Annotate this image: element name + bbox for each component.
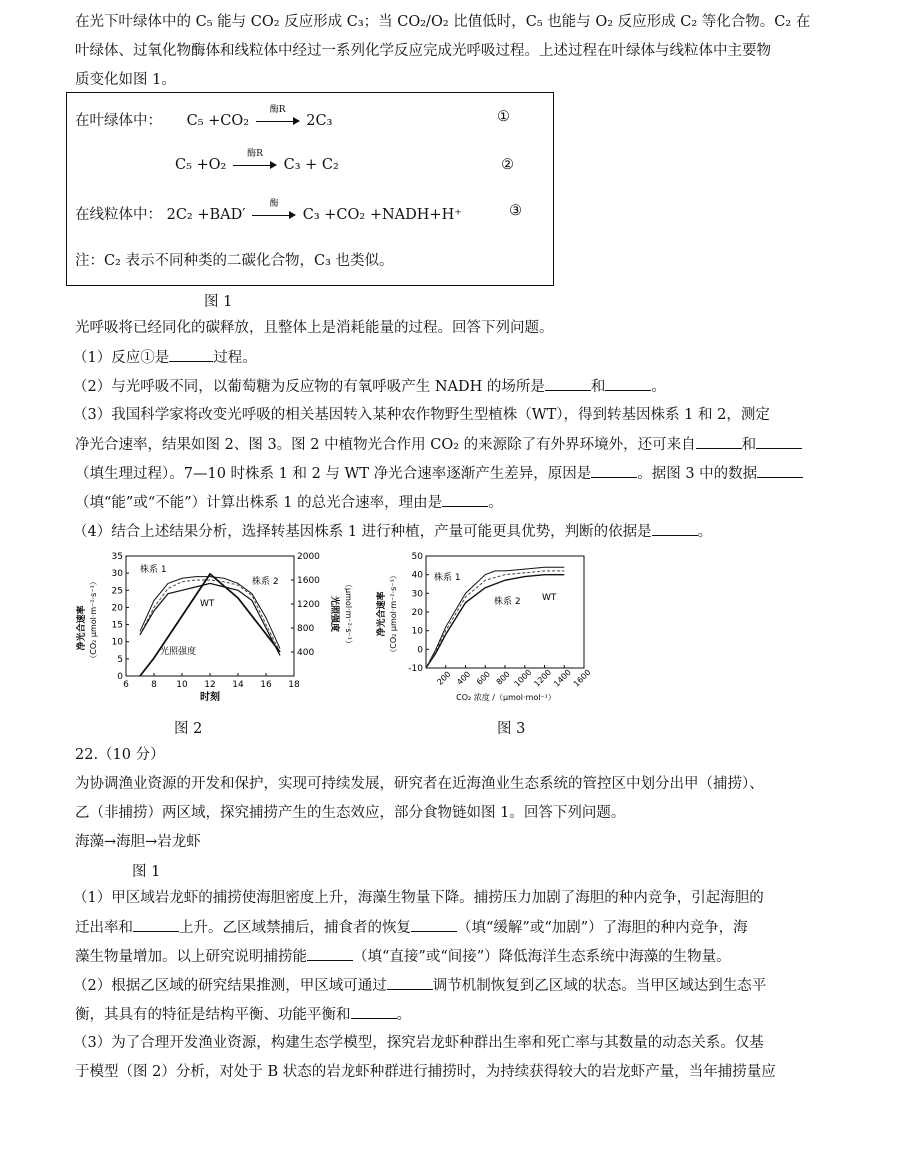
reaction-3-number: ③ bbox=[509, 203, 522, 219]
fig3-y-tick-label: 40 bbox=[411, 570, 423, 581]
fig2-x-tick-label: 14 bbox=[232, 680, 244, 690]
fig2-y-tick-label: 30 bbox=[111, 569, 123, 580]
q2 bbox=[73, 376, 666, 397]
q22-p2-blank-1[interactable] bbox=[387, 975, 433, 990]
q22-p2-text-2a: 衡，其具有的特征是结构平衡、功能平衡和 bbox=[75, 1007, 351, 1023]
q1-text-b: 过程。 bbox=[213, 350, 257, 366]
reaction-3-arrow bbox=[252, 199, 296, 222]
fig2-y-right-tick-label: 800 bbox=[297, 624, 315, 634]
reaction-3-reactants: 2C₂ +BAD′ bbox=[166, 207, 246, 223]
fig3-x-tick-label: 600 bbox=[474, 669, 493, 687]
reaction-2-number: ② bbox=[501, 157, 514, 173]
fig3-x-tick-label: 200 bbox=[435, 669, 453, 687]
q22-p1-blank-3[interactable] bbox=[307, 946, 353, 961]
q4-text-a: （4）结合上述结果分析，选择转基因株系 1 进行种植，产量可能更具优势，判断的依据是 bbox=[73, 524, 652, 540]
fig3-x-tick-label: 1000 bbox=[512, 667, 534, 689]
q22-p2-blank-2[interactable] bbox=[351, 1004, 397, 1019]
q22-p1-text-2b: 上升。乙区域禁捕后，捕食者的恢复 bbox=[179, 920, 411, 936]
fig3-y-tick-label: 30 bbox=[411, 589, 423, 600]
q22-p2-line-1 bbox=[73, 975, 766, 996]
figure-1-caption: 图 1 bbox=[204, 294, 233, 310]
fig2-label-line1: 株系 1 bbox=[140, 565, 167, 575]
q3-text-3b: 。据图 3 中的数据 bbox=[637, 466, 758, 482]
fig2-y-tick-label: 35 bbox=[111, 552, 123, 562]
q22-p1-blank-2[interactable] bbox=[411, 917, 457, 932]
fig2-x-tick-label: 6 bbox=[123, 680, 129, 690]
fig2-y-tick-label: 0 bbox=[117, 672, 123, 682]
fig2-label-light: 光照强度 bbox=[160, 647, 197, 657]
q3-text-4a: （填“能”或“不能”）计算出株系 1 的总光合速率，理由是 bbox=[75, 495, 443, 511]
q3-blank-4[interactable] bbox=[757, 463, 803, 478]
q2-blank-2[interactable] bbox=[605, 376, 651, 391]
q22-p2-text-1b: 调节机制恢复到乙区域的状态。当甲区域达到生态平 bbox=[432, 978, 767, 994]
q3-line-1: （3）我国科学家将改变光呼吸的相关基因转入某种农作物野生型植株（WT），得到转基因株系 1 和 2，测定 bbox=[73, 407, 770, 423]
reaction-1-prefix: 在叶绿体中： bbox=[75, 113, 162, 129]
fig2-ylabel-left: 净光合速率 bbox=[77, 605, 87, 651]
q22-line-1: 为协调渔业资源的开发和保护，实现可持续发展，研究者在近海渔业生态系统的管控区中划分出甲（捕捞）、 bbox=[75, 776, 764, 792]
q22-p1-line-2 bbox=[75, 917, 748, 938]
reaction-3-products: C₃ +CO₂ +NADH+H⁺ bbox=[302, 207, 462, 223]
q3-text-4b: 。 bbox=[488, 495, 503, 511]
fig2-label-line2: 株系 2 bbox=[252, 577, 279, 587]
fig2-y-tick-label: 5 bbox=[117, 654, 123, 665]
fig2-ylabel-left-unit: （CO₂ μmol·m⁻²·s⁻¹） bbox=[89, 577, 98, 663]
reaction-1-arrow bbox=[256, 105, 300, 128]
fig2-ylabel-right-unit: （μmol·m⁻²·s⁻¹） bbox=[344, 580, 353, 648]
q1 bbox=[73, 347, 257, 368]
intro-line-3: 质变化如图 1。 bbox=[75, 72, 176, 88]
fig3-y-tick-label: -10 bbox=[408, 664, 423, 674]
fig2-y-right-tick-label: 1600 bbox=[297, 576, 320, 586]
fig2-x-tick-label: 10 bbox=[176, 680, 188, 690]
fig3-series-line-3 bbox=[426, 571, 564, 668]
fig3-xlabel: CO₂ 浓度 /（μmol·mol⁻¹） bbox=[456, 693, 556, 702]
fig2-series-line-3 bbox=[140, 583, 280, 655]
q22-figure-1-caption: 图 1 bbox=[132, 864, 161, 880]
fig2-y-tick-label: 20 bbox=[111, 603, 123, 614]
q3-line-4 bbox=[75, 492, 503, 513]
q4-text-b: 。 bbox=[697, 524, 713, 540]
fig3-y-tick-label: 20 bbox=[411, 608, 423, 618]
intro-line-2: 叶绿体、过氧化物酶体和线粒体中经过一系列化学反应完成光呼吸过程。上述过程在叶绿体与线粒体中主要物 bbox=[75, 43, 771, 59]
figure-1-box bbox=[66, 92, 554, 286]
fig3-x-tick-label: 1200 bbox=[532, 667, 554, 689]
fig2-x-tick-label: 8 bbox=[151, 680, 157, 690]
q3-text-3a: （填生理过程）。7—10 时株系 1 和 2 与 WT 净光合速率逐渐产生差异，原因是 bbox=[75, 466, 592, 482]
fig2-xlabel: 时刻 bbox=[200, 692, 220, 703]
reaction-1-reactants: C₅ +CO₂ bbox=[186, 113, 250, 129]
q3-text-2a: 净光合速率，结果如图 2、图 3。图 2 中植物光合作用 CO₂ 的来源除了有外界环境外，还可来自 bbox=[75, 437, 696, 453]
q22-p3-line-2: 于模型（图 2）分析，对处于 B 状态的岩龙虾种群进行捕捞时，为持续获得较大的岩龙虾产量，当年捕捞量应 bbox=[75, 1064, 776, 1080]
reaction-1-number: ① bbox=[497, 109, 510, 125]
fig3-x-tick-label: 800 bbox=[494, 669, 512, 687]
fig2-series-line-4 bbox=[140, 574, 280, 676]
q2-text-c: 。 bbox=[651, 379, 666, 395]
q22-p1-line-3 bbox=[75, 946, 731, 967]
figure-1-note: 注：C₂ 表示不同种类的二碳化合物，C₃ 也类似。 bbox=[75, 253, 394, 269]
q2-blank-1[interactable] bbox=[545, 376, 591, 391]
q22-p3-line-1: （3）为了合理开发渔业资源，构建生态学模型，探究岩龙虾种群出生率和死亡率与其数量的动态关系。仅基 bbox=[73, 1035, 764, 1051]
q1-text-a: （1）反应①是 bbox=[73, 350, 170, 366]
fig2-y-right-tick-label: 400 bbox=[297, 648, 315, 658]
q22-p2-text-1a: （2）根据乙区域的研究结果推测，甲区域可通过 bbox=[73, 978, 387, 994]
fig2-x-tick-label: 16 bbox=[260, 680, 272, 690]
figure-3-chart bbox=[370, 548, 600, 708]
q4-blank[interactable] bbox=[652, 521, 698, 536]
q3-blank-2[interactable] bbox=[756, 434, 802, 449]
q1-blank[interactable] bbox=[169, 347, 213, 362]
fig2-label-wt: WT bbox=[200, 599, 215, 609]
fig3-y-tick-label: 50 bbox=[411, 552, 423, 562]
q2-text-b: 和 bbox=[590, 379, 606, 395]
fig3-series-line-2 bbox=[426, 575, 564, 668]
fig3-x-tick-label: 1600 bbox=[571, 667, 593, 689]
fig2-series-line-2 bbox=[140, 580, 280, 652]
q4 bbox=[73, 521, 712, 542]
fig3-label-line1: 株系 1 bbox=[434, 573, 461, 583]
figure-2-chart bbox=[70, 548, 360, 708]
fig2-y-tick-label: 25 bbox=[111, 586, 123, 597]
fig3-ylabel: 净光合速率 bbox=[377, 591, 387, 637]
reaction-1-products: 2C₃ bbox=[306, 113, 333, 129]
reaction-3-enzyme: 酶 bbox=[269, 199, 279, 209]
fig2-y-tick-label: 15 bbox=[111, 620, 123, 631]
q22-p1-text-2c: （填“缓解”或“加剧”）了海胆的种内竞争，海 bbox=[457, 920, 748, 936]
q22-p2-text-2b: 。 bbox=[396, 1007, 411, 1023]
q3-blank-3[interactable] bbox=[591, 463, 637, 478]
q2-text-a: （2）与光呼吸不同，以葡萄糖为反应物的有氧呼吸产生 NADH 的场所是 bbox=[73, 379, 545, 395]
reaction-1 bbox=[75, 105, 333, 130]
fig3-y-tick-label: 0 bbox=[417, 645, 423, 656]
fig2-y-right-tick-label: 1200 bbox=[297, 600, 320, 610]
fig2-x-tick-label: 12 bbox=[204, 680, 216, 690]
q22-p1-text-3a: 藻生物量增加。以上研究说明捕捞能 bbox=[75, 949, 307, 965]
q-lead: 光呼吸将已经同化的碳释放，且整体上是消耗能量的过程。回答下列问题。 bbox=[75, 320, 554, 336]
q3-line-3 bbox=[75, 463, 803, 484]
reaction-2-enzyme: 酶R bbox=[247, 149, 263, 159]
fig3-x-tick-label: 1400 bbox=[552, 667, 573, 689]
reaction-2-reactants: C₅ +O₂ bbox=[175, 157, 227, 173]
fig2-series-line-1 bbox=[140, 577, 280, 649]
q22-food-chain: 海藻→海胆→岩龙虾 bbox=[75, 834, 201, 850]
fig3-ylabel-unit: （CO₂ μmol·m⁻²·s⁻¹） bbox=[389, 571, 398, 657]
reaction-1-enzyme: 酶R bbox=[269, 105, 286, 115]
reaction-3 bbox=[75, 199, 462, 224]
reaction-2-arrow bbox=[233, 149, 277, 172]
fig3-label-line2: 株系 2 bbox=[494, 597, 521, 607]
fig3-label-wt: WT bbox=[542, 593, 557, 603]
fig3-x-tick-label: 400 bbox=[455, 669, 473, 687]
reaction-3-prefix: 在线粒体中： bbox=[75, 207, 162, 223]
q22-line-2: 乙（非捕捞）两区域，探究捕捞产生的生态效应，部分食物链如图 1。回答下列问题。 bbox=[75, 805, 626, 821]
fig2-ylabel-right: 光照强度 bbox=[329, 595, 339, 633]
q3-blank-5[interactable] bbox=[442, 492, 488, 507]
fig2-y-tick-label: 10 bbox=[111, 637, 123, 648]
fig3-y-tick-label: 10 bbox=[411, 626, 423, 637]
fig2-x-tick-label: 18 bbox=[288, 680, 300, 690]
reaction-2-products: C₃ + C₂ bbox=[283, 157, 339, 173]
q22-p1-text-3b: （填“直接”或“间接”）降低海洋生态系统中海藻的生物量。 bbox=[353, 949, 731, 965]
q22-p1-text-2a: 迁出率和 bbox=[75, 920, 133, 936]
q22-p1-line-1: （1）甲区域岩龙虾的捕捞使海胆密度上升，海藻生物量下降。捕捞压力加剧了海胆的种内竞争，引起海胆的 bbox=[73, 890, 764, 906]
q3-line-2 bbox=[75, 434, 802, 455]
q22-head: 22.（10 分） bbox=[75, 747, 165, 763]
q3-text-2b: 和 bbox=[741, 437, 757, 453]
reaction-2 bbox=[175, 149, 339, 173]
q3-blank-1[interactable] bbox=[696, 434, 742, 449]
q22-p2-line-2 bbox=[75, 1004, 411, 1025]
fig2-y-right-tick-label: 2000 bbox=[297, 552, 320, 562]
intro-line-1: 在光下叶绿体中的 C₅ 能与 CO₂ 反应形成 C₃；当 CO₂/O₂ 比值低时，C₅ 也能与 O₂ 反应形成 C₂ 等化合物。C₂ 在 bbox=[75, 14, 811, 30]
figure-3-caption: 图 3 bbox=[497, 721, 526, 737]
figure-2-caption: 图 2 bbox=[174, 721, 203, 737]
q22-p1-blank-1[interactable] bbox=[133, 917, 179, 932]
